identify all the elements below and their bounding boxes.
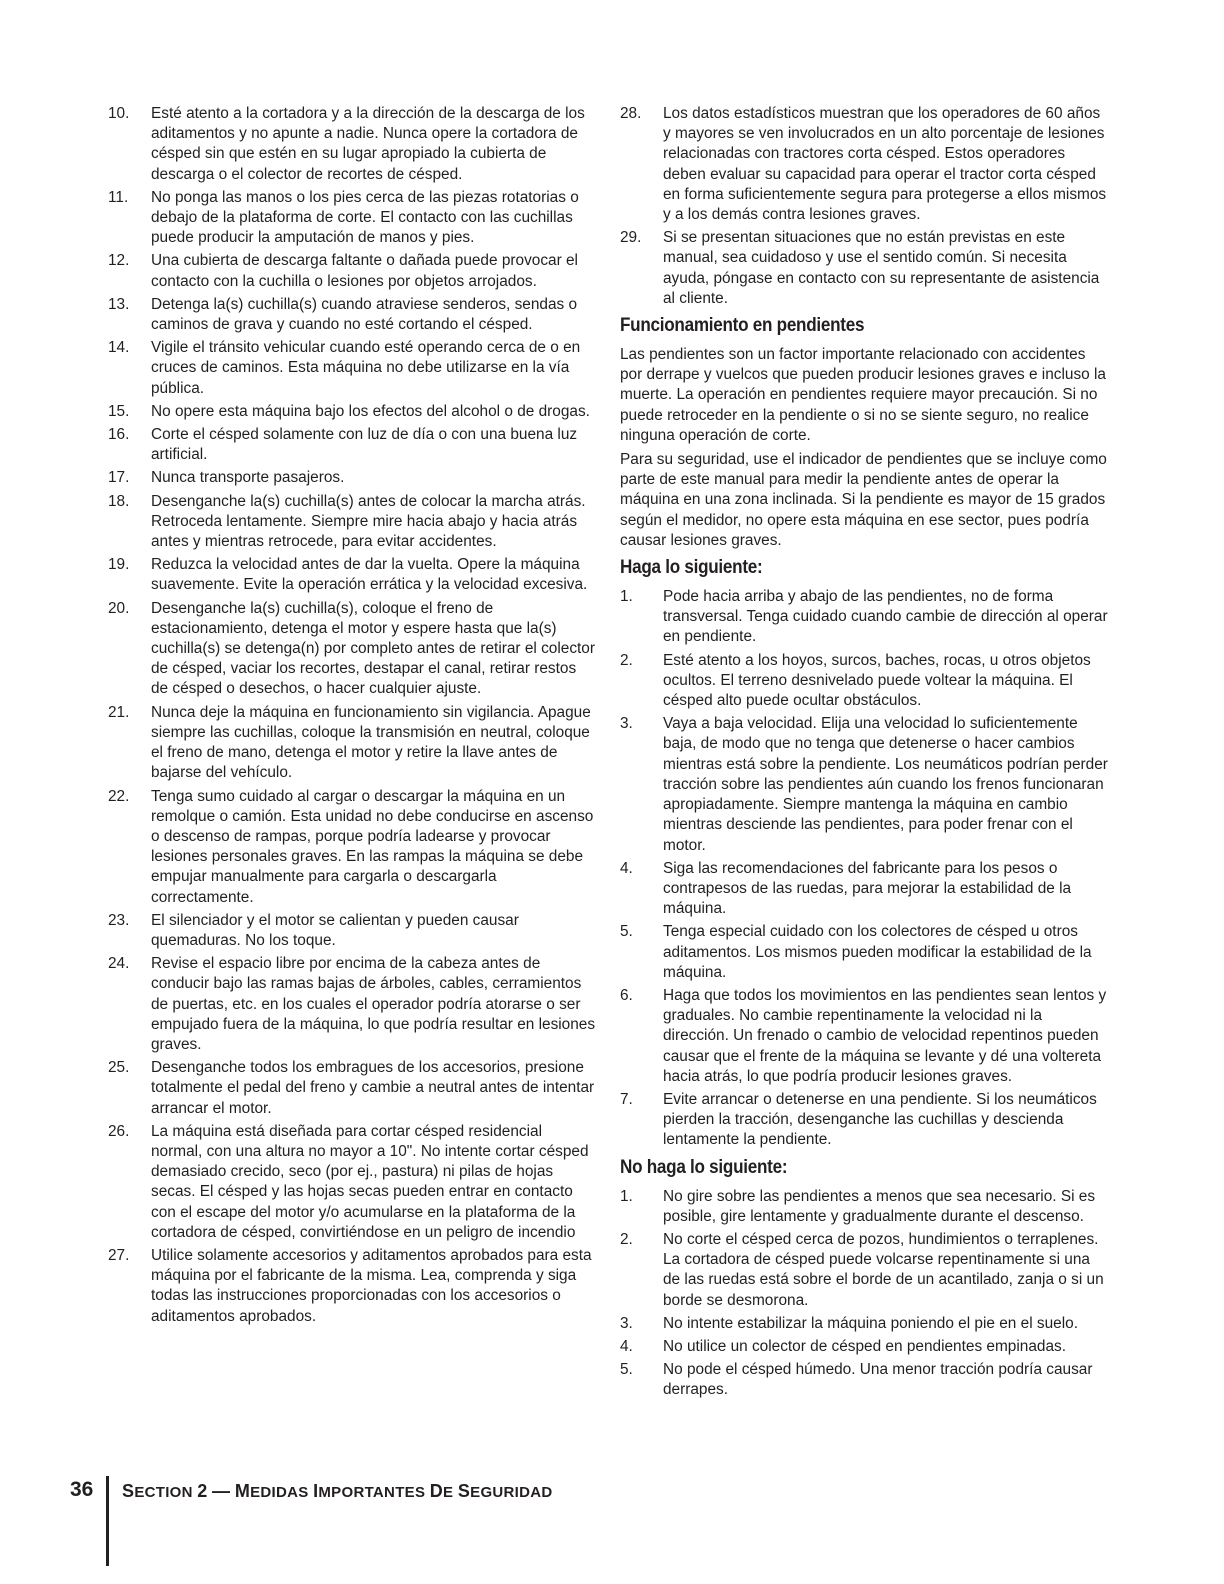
item-number: 2. bbox=[620, 651, 633, 669]
list-item bbox=[620, 1230, 1110, 1311]
left-column bbox=[108, 104, 596, 1330]
item-number: 4. bbox=[620, 859, 633, 877]
item-number: 20. bbox=[108, 599, 130, 617]
safety-list-right bbox=[620, 104, 1110, 309]
item-number: 11. bbox=[108, 188, 129, 206]
list-item bbox=[108, 468, 596, 488]
item-number: 17. bbox=[108, 469, 130, 487]
slopes-heading: Funcionamiento en pendientes bbox=[620, 315, 865, 337]
item-number: 1. bbox=[620, 1187, 633, 1205]
item-number: 16. bbox=[108, 426, 130, 444]
item-number: 25. bbox=[108, 1059, 130, 1077]
item-number: 27. bbox=[108, 1246, 130, 1264]
item-text: Evite arrancar o detenerse en una pendiente. Si los neumáticos pierden la tracción, desenganche las cuchillas y descienda lentamente la pendiente. bbox=[663, 1090, 1097, 1149]
list-item bbox=[620, 587, 1110, 648]
list-item bbox=[108, 599, 596, 700]
item-text: Detenga la(s) cuchilla(s) cuando atraviese senderos, sendas o caminos de grava y cuando no esté cortando el césped. bbox=[151, 295, 578, 334]
section-title: SECTION 2 — MEDIDAS IMPORTANTES DE SEGURIDAD bbox=[122, 1481, 553, 1501]
list-item bbox=[108, 787, 596, 908]
item-number: 29. bbox=[620, 229, 642, 247]
page-number: 36 bbox=[70, 1478, 94, 1501]
list-item bbox=[108, 402, 596, 422]
item-text: Desenganche todos los embragues de los accesorios, presione totalmente el pedal del freno y cambie a neutral antes de intentar arrancar el motor. bbox=[151, 1059, 595, 1117]
item-text: Vigile el tránsito vehicular cuando esté operando cerca de o en cruces de caminos. Esta máquina no debe utilizarse en la vía pública. bbox=[151, 339, 581, 397]
list-item bbox=[108, 1246, 596, 1327]
item-number: 24. bbox=[108, 955, 130, 973]
item-number: 18. bbox=[108, 492, 130, 510]
footer-divider bbox=[106, 1476, 109, 1566]
list-item bbox=[108, 251, 596, 291]
list-item bbox=[620, 714, 1110, 855]
item-text: Vaya a baja velocidad. Elija una velocidad lo suficientemente baja, de modo que no tenga que detenerse o hacer cambios mientras está sobre la pendiente. Los neumáticos podrían perder tracción sobre las pendientes aún cuando los frenos funcionaran apropiadamente. Siempre mantenga la máquina en cambio mientras desciende las pendientes, para poder frenar con el motor. bbox=[663, 715, 1108, 854]
list-item bbox=[108, 295, 596, 335]
item-text: El silenciador y el motor se calientan y pueden causar quemaduras. No los toque. bbox=[151, 911, 519, 949]
item-text: Una cubierta de descarga faltante o dañada puede provocar el contacto con la cuchilla o lesiones por objetos arrojados. bbox=[151, 252, 578, 290]
safety-list-left bbox=[108, 104, 596, 1327]
list-item bbox=[108, 911, 596, 951]
item-number: 3. bbox=[620, 715, 633, 733]
item-text: No opere esta máquina bajo los efectos del alcohol o de drogas. bbox=[151, 402, 590, 420]
do-list bbox=[620, 587, 1110, 1150]
item-text: Revise el espacio libre por encima de la cabeza antes de conducir bajo las ramas bajas de árboles, cables, cerramientos de puertas, etc. en los cuales el operador podría atorarse o ser empujado fuera de la máquina, lo que podría resultar en lesiones graves. bbox=[151, 955, 596, 1053]
item-number: 6. bbox=[620, 986, 633, 1004]
item-text: Nunca transporte pasajeros. bbox=[151, 469, 345, 487]
list-item bbox=[108, 703, 596, 784]
dont-list bbox=[620, 1187, 1110, 1401]
item-number: 15. bbox=[108, 402, 130, 420]
item-number: 1. bbox=[620, 588, 633, 606]
item-number: 5. bbox=[620, 923, 633, 941]
item-text: Desenganche la(s) cuchilla(s) antes de colocar la marcha atrás. Retroceda lentamente. Siempre mire hacia abajo y hacia atrás antes y mientras retrocede, para evitar accidentes. bbox=[151, 492, 586, 551]
item-number: 4. bbox=[620, 1337, 633, 1355]
item-text: No corte el césped cerca de pozos, hundimientos o terraplenes. La cortadora de césped puede volcarse repentinamente si una de las ruedas está sobre el borde de un acantilado, zanja o si un borde se desmorona. bbox=[663, 1230, 1104, 1309]
list-item bbox=[108, 425, 596, 465]
list-item bbox=[108, 188, 596, 249]
list-item bbox=[620, 922, 1110, 983]
item-number: 12. bbox=[108, 252, 130, 270]
item-text: Esté atento a la cortadora y a la dirección de la descarga de los aditamentos y no apunte a nadie. Nunca opere la cortadora de césped sin que estén en su lugar apropiado la cubierta de descarga o el colector de recortes de césped. bbox=[151, 105, 585, 183]
slopes-paragraph: Las pendientes son un factor importante relacionado con accidentes por derrape y vuelcos que pueden producir lesiones graves e incluso la muerte. La operación en pendientes requiere mayor precaución. Si no puede retroceder en la pendiente o si no se siente seguro, no realice ninguna operación de corte. bbox=[620, 346, 1106, 444]
item-text: Tenga especial cuidado con los colectores de césped u otros aditamentos. Los mismos pueden modificar la estabilidad de la máquina. bbox=[663, 923, 1092, 981]
item-number: 2. bbox=[620, 1230, 633, 1248]
item-text: Utilice solamente accesorios y aditamentos aprobados para esta máquina por el fabricante de la misma. Lea, comprenda y siga todas las instrucciones proporcionadas con los accesorios o aditamentos aprobados. bbox=[151, 1246, 592, 1325]
item-text: Nunca deje la máquina en funcionamiento sin vigilancia. Apague siempre las cuchillas, coloque la transmisión en neutral, coloque el freno de mano, detenga el motor y retire la llave antes de bajarse del vehículo. bbox=[151, 703, 591, 782]
list-item bbox=[620, 859, 1110, 920]
list-item bbox=[108, 1058, 596, 1119]
do-heading: Haga lo siguiente: bbox=[620, 557, 763, 579]
list-item bbox=[620, 1360, 1110, 1400]
list-item bbox=[108, 1122, 596, 1243]
item-text: Los datos estadísticos muestran que los operadores de 60 años y mayores se ven involucrados en un alto porcentaje de lesiones relacionadas con tractores corta césped. Estos operadores deben evaluar su capacidad para operar el tractor corta césped en forma suficientemente segura para protegerse a ellos mismos y a los demás contra lesiones graves. bbox=[663, 105, 1107, 224]
item-number: 3. bbox=[620, 1314, 633, 1332]
item-text: Desenganche la(s) cuchilla(s), coloque el freno de estacionamiento, detenga el motor y espere hasta que la(s) cuchilla(s) se detenga(n) por completo antes de retirar el colector de césped, vaciar los recortes, destapar el canal, retirar restos de césped o desechos, o hacer cualquier ajuste. bbox=[151, 599, 595, 698]
list-item bbox=[620, 651, 1110, 712]
item-text: No utilice un colector de césped en pendientes empinadas. bbox=[663, 1337, 1066, 1355]
item-number: 10. bbox=[108, 105, 130, 122]
list-item bbox=[620, 1314, 1110, 1334]
item-text: Haga que todos los movimientos en las pendientes sean lentos y graduales. No cambie repentinamente la velocidad ni la dirección. Un frenado o cambio de velocidad repentinos pueden causar que el frente de la máquina se levante y dé una voltereta hacia atrás, lo que podría producir lesiones graves. bbox=[663, 986, 1107, 1085]
item-number: 21. bbox=[108, 703, 130, 721]
item-text: Siga las recomendaciones del fabricante para los pesos o contrapesos de las ruedas, para mejorar la estabilidad de la máquina. bbox=[663, 859, 1072, 918]
list-item bbox=[108, 954, 596, 1055]
list-item bbox=[620, 1090, 1110, 1151]
list-item bbox=[620, 986, 1110, 1087]
list-item bbox=[108, 492, 596, 553]
item-number: 19. bbox=[108, 556, 130, 574]
list-item bbox=[108, 104, 596, 185]
list-item bbox=[620, 104, 1110, 225]
item-text: Tenga sumo cuidado al cargar o descargar la máquina en un remolque o camión. Esta unidad no debe conducirse en ascenso o descenso de rampas, porque podría ladearse y provocar lesiones personales graves. En las rampas la máquina se debe empujar manualmente para cargarla o descargarla correctamente. bbox=[151, 787, 594, 906]
list-item bbox=[620, 1187, 1110, 1227]
item-number: 7. bbox=[620, 1090, 633, 1108]
item-text: La máquina está diseñada para cortar césped residencial normal, con una altura no mayor a 10". No intente cortar césped demasiado crecido, seco (por ej., pastura) ni pilas de hojas secas. El césped y las hojas secas pueden entrar en contacto con el escape del motor y/o acumularse en la plataforma de la cortadora de césped, convirtiéndose en un peligro de incendio bbox=[151, 1122, 589, 1241]
item-text: Corte el césped solamente con luz de día o con una buena luz artificial. bbox=[151, 426, 578, 464]
item-text: No pode el césped húmedo. Una menor tracción podría causar derrapes. bbox=[663, 1361, 1093, 1399]
item-number: 26. bbox=[108, 1122, 130, 1140]
slopes-paragraph: Para su seguridad, use el indicador de pendientes que se incluye como parte de este manual para medir la pendiente antes de operar la máquina en una zona inclinada. Si la pendiente es mayor de 15 grados según el medidor, no opere esta máquina en ese sector, pues podría causar lesiones graves. bbox=[620, 451, 1107, 549]
item-text: Pode hacia arriba y abajo de las pendientes, no de forma transversal. Tenga cuidado cuando cambie de dirección al operar en pendiente. bbox=[663, 588, 1108, 646]
item-text: Reduzca la velocidad antes de dar la vuelta. Opere la máquina suavemente. Evite la operación errática y la velocidad excesiva. bbox=[151, 556, 588, 594]
item-text: No intente estabilizar la máquina poniendo el pie en el suelo. bbox=[663, 1314, 1078, 1332]
item-number: 5. bbox=[620, 1361, 633, 1379]
item-text: No gire sobre las pendientes a menos que sea necesario. Si es posible, gire lentamente y gradualmente durante el descenso. bbox=[663, 1187, 1096, 1225]
item-text: No ponga las manos o los pies cerca de las piezas rotatorias o debajo de la plataforma de corte. El contacto con las cuchillas puede producir la amputación de manos y pies. bbox=[151, 188, 579, 247]
item-number: 14. bbox=[108, 339, 130, 357]
item-number: 22. bbox=[108, 787, 130, 805]
item-number: 23. bbox=[108, 911, 130, 929]
item-number: 13. bbox=[108, 295, 130, 313]
item-text: Esté atento a los hoyos, surcos, baches, rocas, u otros objetos ocultos. El terreno desnivelado puede voltear la máquina. El césped alto puede ocultar obstáculos. bbox=[663, 651, 1091, 710]
dont-heading: No haga lo siguiente: bbox=[620, 1156, 788, 1178]
list-item bbox=[620, 1337, 1110, 1357]
list-item bbox=[108, 555, 596, 595]
right-column bbox=[620, 104, 1110, 1404]
item-number: 28. bbox=[620, 105, 642, 122]
item-text: Si se presentan situaciones que no están previstas en este manual, sea cuidadoso y use el sentido común. Si necesita ayuda, póngase en contacto con su representante de asistencia al cliente. bbox=[663, 229, 1100, 307]
list-item bbox=[108, 338, 596, 399]
list-item bbox=[620, 228, 1110, 309]
